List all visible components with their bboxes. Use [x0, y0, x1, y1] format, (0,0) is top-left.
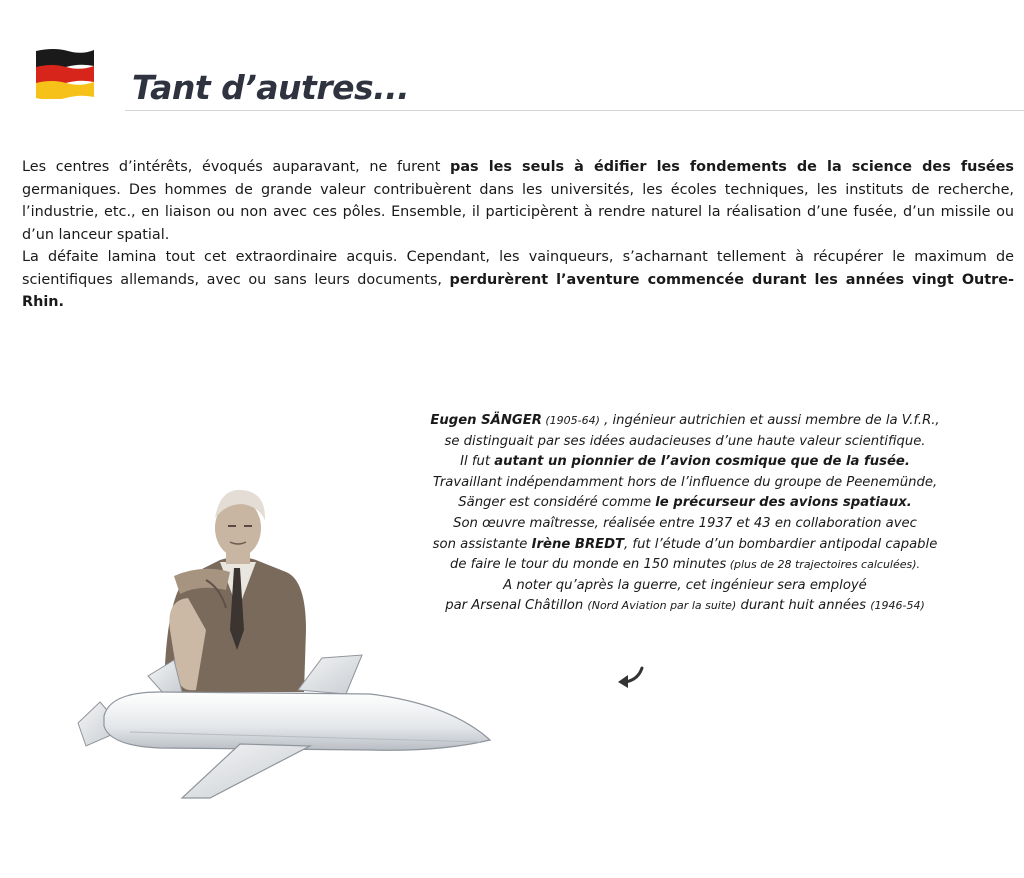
- curved-arrow-icon: [614, 664, 648, 690]
- caption-line: [405, 473, 965, 494]
- caption-emphasis: le précurseur des avions spatiaux.: [655, 495, 912, 511]
- caption-text: [405, 411, 965, 617]
- caption-run: Il fut: [460, 454, 495, 470]
- caption-emphasis: Irène BREDT: [531, 536, 625, 552]
- caption-run: de faire le tour du monde en 150 minutes: [449, 557, 727, 573]
- caption-emphasis: autant un pionnier de l’avion cosmique que de la fusée.: [494, 454, 910, 470]
- caption-line: [405, 576, 965, 597]
- caption-run: durant huit années: [736, 598, 871, 614]
- caption-line: [405, 555, 965, 576]
- caption-run: (plus de 28 trajectoires calculées).: [726, 558, 921, 572]
- body-text: germaniques. Des hommes de grande valeur contribuèrent dans les universités, les écoles techniques, les instituts de recherche, l’industrie, etc., en liaison ou non avec ces pôles. Ensemble, il participèrent à rendre naturel la réalisation d’une fusée, d’un missile ou d’un lanceur spatial.: [22, 181, 1014, 243]
- caption-run: (1946-54): [870, 599, 925, 613]
- page-title: Tant d’autres...: [132, 68, 410, 107]
- caption-run: (1905-64): [541, 414, 600, 427]
- caption-run: , ingénieur autrichien et aussi membre de la V.f.R.,: [599, 413, 940, 428]
- caption-run: son assistante: [432, 536, 532, 552]
- caption-run: A noter qu’après la guerre, cet ingénieur sera employé: [503, 577, 867, 593]
- caption-run: par Arsenal Châtillon: [445, 598, 588, 614]
- intro-paragraph-2: [22, 246, 1014, 314]
- germany-flag-icon: [34, 47, 96, 99]
- caption-line: [405, 535, 965, 556]
- emphasis-text: perdurèrent l’aventure commencée durant les années vingt Outre-Rhin.: [22, 271, 1015, 310]
- portrait-figure: [164, 490, 306, 692]
- caption-line: [405, 493, 965, 514]
- caption-line: [405, 514, 965, 535]
- caption-line: [405, 452, 965, 473]
- emphasis-text: pas les seuls à édifier les fondements de la science des fusées: [450, 159, 1014, 175]
- body-text: La défaite lamina tout cet extraordinaire acquis. Cependant, les vainqueurs, s’acharnant tellement à récupérer le maximum de scientifiques allemands, avec ou sans leurs documents,: [22, 249, 1014, 288]
- caption-run: Sänger est considéré comme: [458, 495, 656, 511]
- caption-run: Travaillant indépendamment hors de l’influence du groupe de Peenemünde,: [432, 474, 938, 490]
- body-text: Les centres d’intérêts, évoqués auparavant, ne furent: [22, 159, 451, 175]
- caption-line: [405, 411, 965, 432]
- caption-emphasis: Eugen SÄNGER: [430, 413, 542, 428]
- header-divider: [125, 110, 1024, 111]
- caption-line: [405, 432, 965, 453]
- caption-run: (Nord Aviation par la suite): [587, 599, 737, 613]
- intro-text: [22, 156, 1014, 314]
- caption-run: se distinguait par ses idées audacieuses d’une haute valeur scientifique.: [444, 433, 926, 449]
- caption-line: [405, 596, 965, 617]
- intro-paragraph-1: [22, 156, 1014, 246]
- caption-run: , fut l’étude d’un bombardier antipodal capable: [624, 536, 938, 552]
- caption-run: Son œuvre maîtresse, réalisée entre 1937 et 43 en collaboration avec: [453, 515, 917, 531]
